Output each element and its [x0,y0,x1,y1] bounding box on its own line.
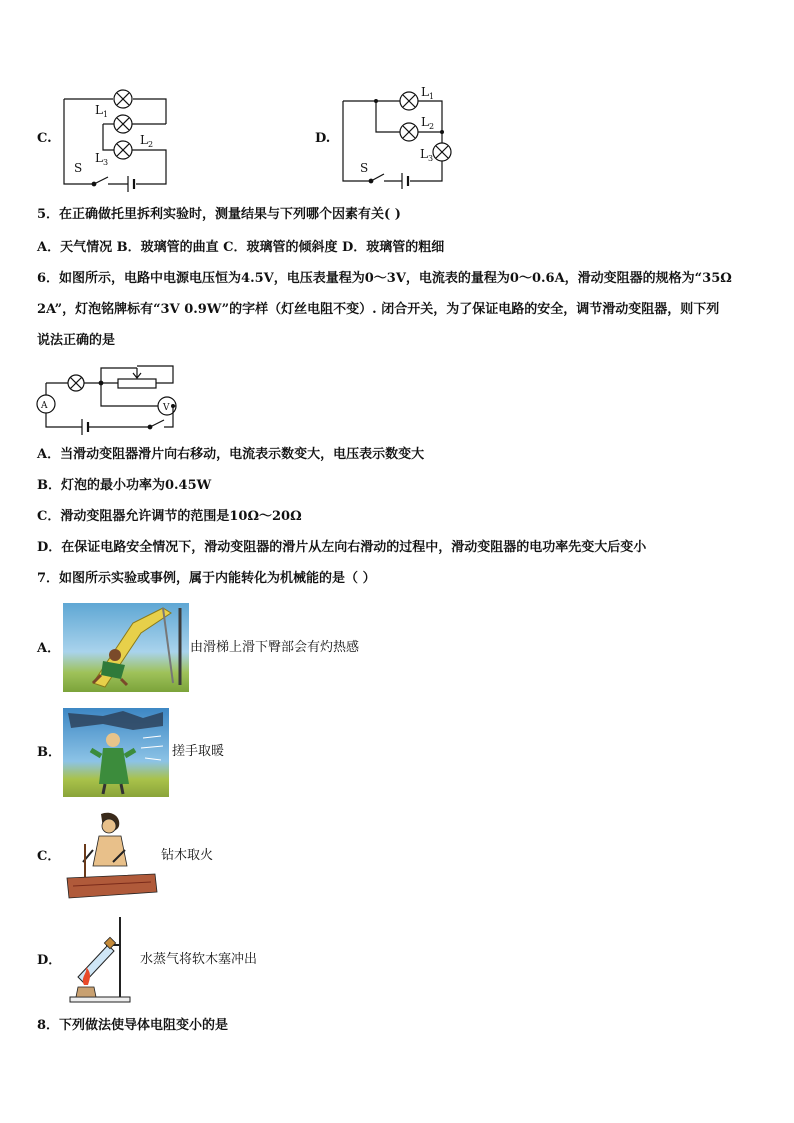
l2-label: L [421,115,429,129]
l3-sub: 3 [103,158,109,167]
q7-option-b-caption: 搓手取暖 [172,744,225,759]
ammeter-label: A [41,401,48,411]
q7-stem: 7．如图所示实验或事例，属于内能转化为机械能的是（ ） [37,571,376,586]
rubbing-hands-picture [63,708,169,797]
slide-picture [63,603,189,692]
q5-stem: 5．在正确做托里拆利实验时，测量结果与下列哪个因素有关( ) [37,207,401,222]
q6-circuit-diagram [0,0,794,440]
drilling-wood-picture [63,810,160,903]
q5-options: A．天气情况 B．玻璃管的曲直 C．玻璃管的倾斜度 D．玻璃管的粗细 [37,240,445,255]
q7-option-d-caption: 水蒸气将软木塞冲出 [140,952,258,967]
q7-option-a-caption: 由滑梯上滑下臀部会有灼热感 [190,640,360,655]
l1-label: L [95,103,103,117]
q6-stem-line1: 6．如图所示，电路中电源电压恒为4.5V，电压表量程为0～3V，电流表的量程为0～0.6A，滑动变阻器的规格为“35Ω [37,271,732,286]
q6-option-c: C．滑动变阻器允许调节的范围是10Ω～20Ω [37,509,302,524]
q6-option-a: A．当滑动变阻器滑片向右移动，电流表示数变大，电压表示数变大 [37,447,425,462]
q8-stem: 8．下列做法使导体电阻变小的是 [37,1018,229,1033]
option-c-label: C. [37,131,52,146]
l3-label: L [95,151,103,165]
q7-option-c-letter: C． [37,849,61,864]
option-d-label: D. [315,131,331,146]
l1-sub: 1 [429,92,435,101]
l2-sub: 2 [148,140,154,149]
q7-option-c-caption: 钻木取火 [161,848,214,863]
l1-sub: 1 [103,110,109,119]
q7-option-d-letter: D． [37,953,62,968]
l2-label: L [140,133,148,147]
q6-option-d: D．在保证电路安全情况下，滑动变阻器的滑片从左向右滑动的过程中，滑动变阻器的电功率先变大后变小 [37,540,647,555]
l3-label: L [420,147,428,161]
voltmeter-label: V [163,403,170,413]
switch-label: S [360,161,369,175]
q6-stem-line3: 说法正确的是 [37,333,116,348]
q7-option-b-letter: B． [37,745,61,760]
q6-stem-line2: 2A”，灯泡铭牌标有“3V 0.9W”的字样（灯丝电阻不变）. 闭合开关，为了保证电路的安全，调节滑动变阻器，则下列 [37,302,720,317]
l3-sub: 3 [428,154,434,163]
l1-label: L [421,85,429,99]
q7-option-a-letter: A． [37,641,61,656]
switch-label: S [74,161,83,175]
q6-option-b: B．灯泡的最小功率为0.45W [37,478,212,493]
l2-sub: 2 [429,122,435,131]
steam-cork-picture [68,915,138,1005]
